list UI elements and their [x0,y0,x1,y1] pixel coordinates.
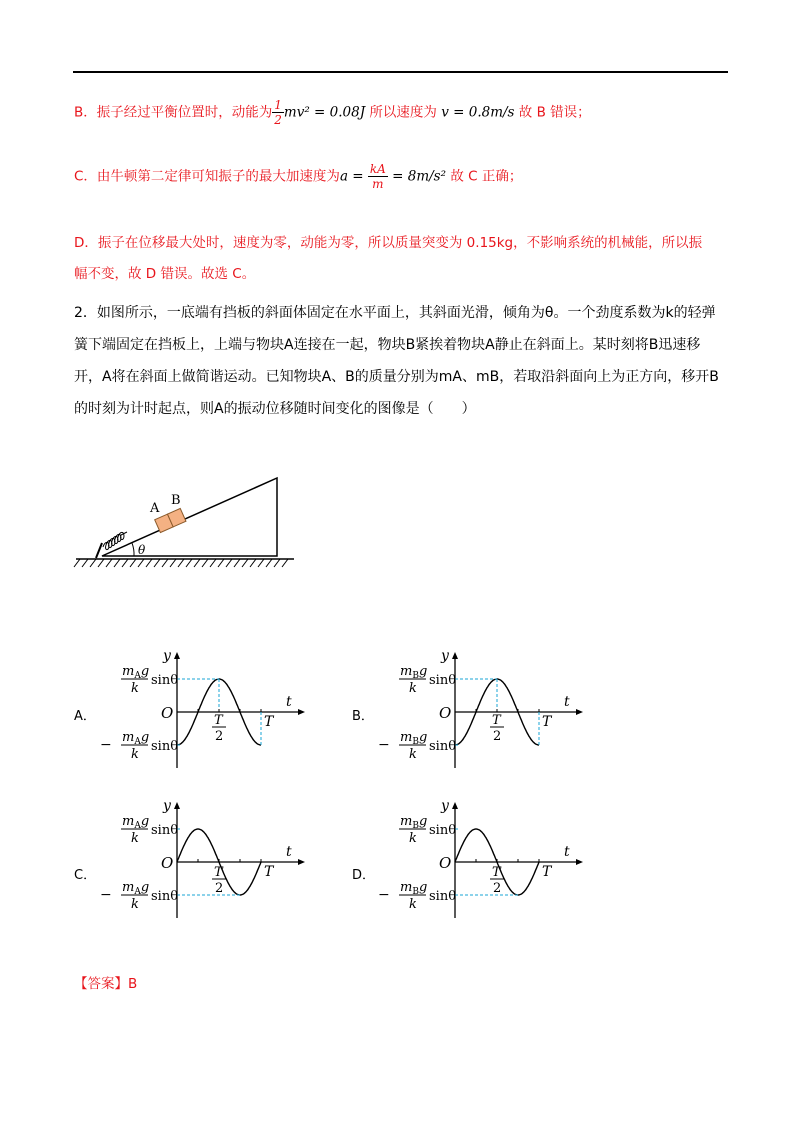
fraction-kA-m: $\frac{kA}{m}$ [369,162,386,191]
y-axis-label: y [441,800,449,814]
svg-text:sinθ: sinθ [429,823,457,838]
svg-text:−: − [378,737,390,753]
svg-text:k: k [131,831,139,846]
fraction-half: $\frac{1}{2}$ [274,98,282,127]
option-c-label[interactable]: C． [74,868,97,883]
solution-b [74,98,591,127]
svg-text:k: k [131,897,139,912]
svg-text:mAg: $m_Ag$ [122,880,150,897]
svg-text:sinθ: sinθ [151,823,179,838]
graph-option-b[interactable] [378,650,588,775]
baffle [96,543,102,558]
label-block-a: A [150,501,160,516]
label-theta: θ [138,543,146,557]
solution-c-suffix: 故 C 正确； [450,168,523,185]
origin-label: O [439,854,452,872]
solution-d-line1: D．振子在位移最大处时，速度为零，动能为零，所以质量突变为 0.15kg，不影响系统的机械能，所以振 [74,235,703,251]
pos-amplitude-label [121,814,178,846]
origin-label: O [439,704,452,722]
pos-amplitude-label [399,814,456,846]
y-axis-arrow [452,652,458,659]
graph-option-c[interactable] [100,800,310,925]
solution-c-prefix: C．由牛顿第二定律可知振子的最大加速度为 [74,168,340,185]
period-label: T [542,864,552,880]
half-period-num: T [214,713,223,728]
svg-text:mBg: $m_Bg$ [400,880,428,897]
half-period-den: 2 [493,729,502,744]
svg-text:k: k [409,897,417,912]
svg-text:k: k [409,831,417,846]
question-line1: 2．如图所示，一底端有挡板的斜面体固定在水平面上，其斜面光滑，倾角为θ。一个劲度系数为k的轻弹 [74,305,716,321]
svg-text:mBg: $m_Bg$ [400,730,428,747]
t-axis-label: t [286,694,292,710]
svg-text:mAg: $m_Ag$ [122,730,150,747]
solution-b-mid: 所以速度为 [369,104,437,121]
svg-text:sinθ: sinθ [151,739,179,754]
svg-text:sinθ: sinθ [429,673,457,688]
svg-text:sinθ: sinθ [429,739,457,754]
period-label: T [264,864,274,880]
neg-amplitude-label [378,730,456,762]
graph-option-d[interactable] [378,800,588,925]
svg-text:mAg: $m_Ag$ [122,814,150,831]
svg-text:sinθ: sinθ [429,889,457,904]
x-axis-arrow [298,709,305,715]
svg-text:sinθ: sinθ [151,889,179,904]
y-axis-label: y [163,800,171,814]
half-period-den: 2 [493,881,502,896]
accel-lhs: a = [339,168,364,185]
half-period-num: T [492,865,501,880]
question-line2: 簧下端固定在挡板上，上端与物块A连接在一起，物块B紧挨着物块A静止在斜面上。某时刻将B迅速移 [74,337,701,353]
svg-text:−: − [378,887,390,903]
t-axis-label: t [564,694,570,710]
period-label: T [542,714,552,730]
graph-option-a[interactable] [100,650,310,775]
neg-amplitude-label [378,880,456,912]
top-rule [73,71,728,73]
svg-text:sinθ: sinθ [151,673,179,688]
pos-amplitude-label [121,664,178,696]
solution-b-prefix: B．振子经过平衡位置时，动能为 [74,104,273,121]
option-d-label[interactable]: D． [352,868,376,883]
svg-text:mAg: $m_Ag$ [122,664,150,681]
half-period-den: 2 [215,881,224,896]
option-b-label[interactable]: B． [352,709,374,724]
svg-text:mBg: $m_Bg$ [400,814,428,831]
answer: 【答案】B [74,976,138,992]
y-axis-label: y [163,650,171,664]
svg-text:−: − [100,737,112,753]
option-a-label[interactable]: A． [74,709,96,724]
t-axis-label: t [564,844,570,860]
y-axis-label: y [441,650,449,664]
question-line4: 的时刻为计时起点，则A的振动位移随时间变化的图像是（ ） [74,401,476,417]
solution-b-suffix: 故 B 错误； [518,104,591,121]
svg-text:mBg: $m_Bg$ [400,664,428,681]
y-axis-arrow [174,652,180,659]
question-line3: 开，A将在斜面上做简谐运动。已知物块A、B的质量分别为mA、mB，若取沿斜面向上为正方向，移开B [74,369,719,385]
incline-figure [72,470,302,575]
x-axis-arrow [576,859,583,865]
pos-amplitude-label [399,664,456,696]
svg-text:k: k [131,747,139,762]
svg-text:k: k [131,681,139,696]
y-axis-arrow [174,802,180,809]
y-axis-arrow [452,802,458,809]
kinetic-energy-expr: mv² = 0.08J [283,104,366,121]
svg-text:−: − [100,887,112,903]
x-axis-arrow [576,709,583,715]
half-period-num: T [492,713,501,728]
origin-label: O [161,704,174,722]
t-axis-label: t [286,844,292,860]
solution-c [74,162,522,191]
origin-label: O [161,854,174,872]
accel-value: = 8m/s² [392,168,447,185]
period-label: T [264,714,274,730]
half-period-den: 2 [215,729,224,744]
label-block-b: B [171,493,181,508]
solution-d-line2: 幅不变，故 D 错误。故选 C。 [74,266,256,282]
svg-text:k: k [409,681,417,696]
half-period-num: T [214,865,223,880]
incline-body [102,478,277,556]
velocity-expr: v = 0.8m/s [441,104,515,121]
x-axis-arrow [298,859,305,865]
neg-amplitude-label [100,880,178,912]
svg-text:k: k [409,747,417,762]
neg-amplitude-label [100,730,178,762]
